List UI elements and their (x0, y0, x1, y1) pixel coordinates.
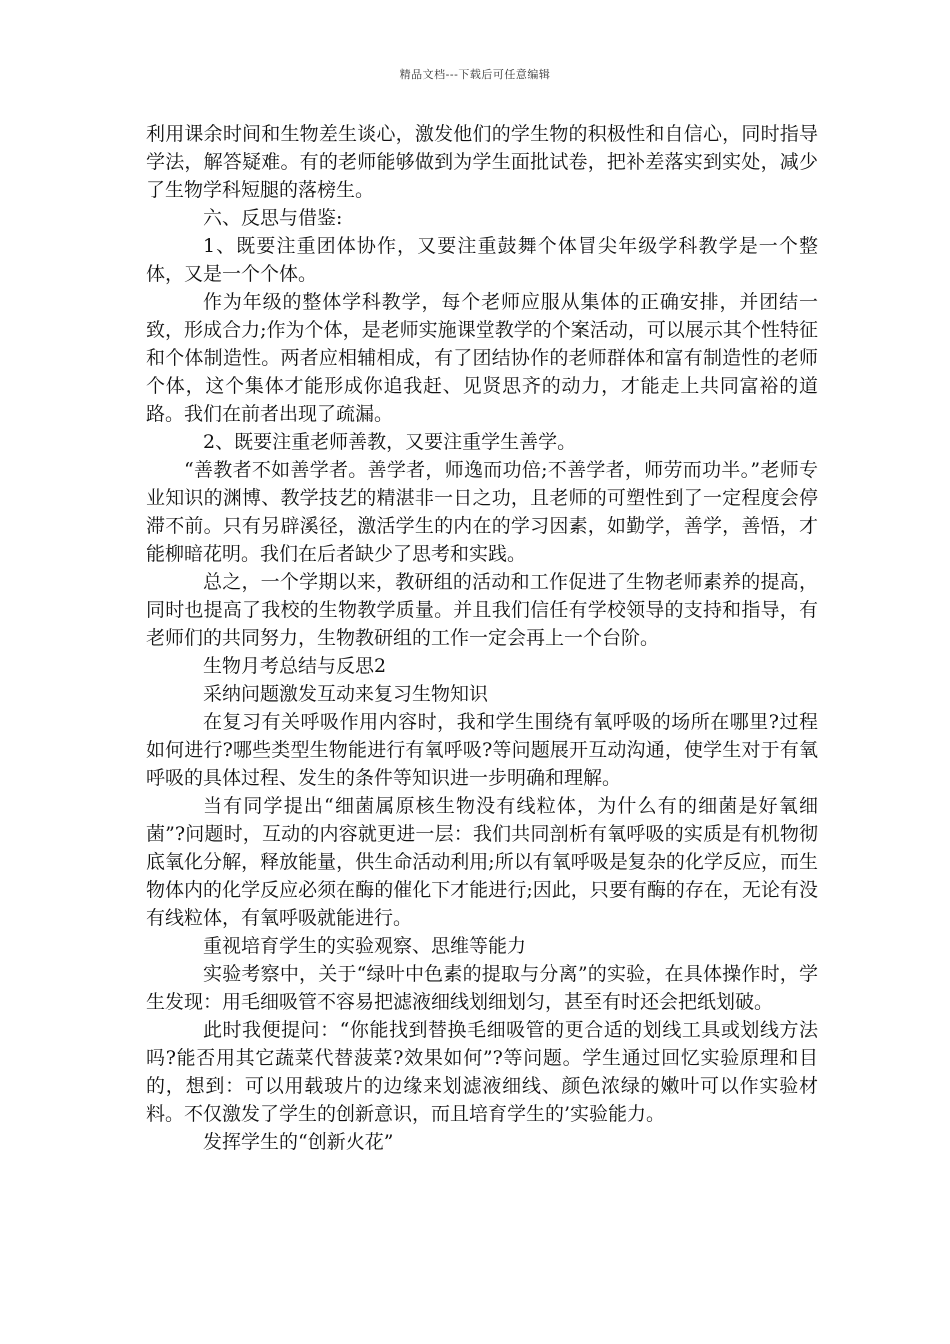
paragraph: 利用课余时间和生物差生谈心，激发他们的学生物的积极性和自信心，同时指导学法，解答疑难。有的老师能够做到为学生面批试卷，把补差落实到实处，减少了生物学科短腿的落榜生。 (146, 123, 818, 201)
paragraph: 此时我便提问：“你能找到替换毛细吸管的更合适的划线工具或划线方法吗?能否用其它蔬菜代替菠菜?效果如何”?等问题。学生通过回忆实验原理和目的，想到：可以用载玻片的边缘来划滤液细线、颜色浓绿的嫩叶可以作实验材料。不仅激发了学生的创新意识，而且培育学生的’实验能力。 (146, 1019, 818, 1125)
section-heading: 六、反思与借鉴: (203, 207, 343, 229)
section-heading: 重视培育学生的实验观察、思维等能力 (203, 935, 527, 957)
section-title: 生物月考总结与反思2 (203, 655, 387, 677)
section-heading: 采纳问题激发互动来复习生物知识 (203, 683, 489, 705)
paragraph: 总之，一个学期以来，教研组的活动和工作促进了生物老师素养的提高，同时也提高了我校的生物教学质量。并且我们信任有学校领导的支持和指导，有老师们的共同努力，生物教研组的工作一定会再上一个台阶。 (146, 571, 818, 649)
document-body (146, 120, 818, 1156)
paragraph: 1、既要注重团体协作，又要注重鼓舞个体冒尖年级学科教学是一个整体，又是一个个体。 (146, 235, 818, 285)
section-heading: 发挥学生的“创新火花” (203, 1131, 394, 1153)
paragraph: “善教者不如善学者。善学者，师逸而功倍;不善学者，师劳而功半。”老师专业知识的渊博、教学技艺的精湛非一日之功，且老师的可塑性到了一定程度会停滞不前。只有另辟溪径，激活学生的内在的学习因素，如勤学，善学，善悟，才能柳暗花明。我们在后者缺少了思考和实践。 (146, 459, 818, 565)
paragraph: 在复习有关呼吸作用内容时，我和学生围绕有氧呼吸的场所在哪里?过程如何进行?哪些类型生物能进行有氧呼吸?等问题展开互动沟通，使学生对于有氧呼吸的具体过程、发生的条件等知识进一步明确和理解。 (146, 711, 818, 789)
paragraph: 当有同学提出“细菌属原核生物没有线粒体，为什么有的细菌是好氧细菌”?问题时，互动的内容就更进一层：我们共同剖析有氧呼吸的实质是有机物彻底氧化分解，释放能量，供生命活动利用;所以有氧呼吸是复杂的化学反应，而生物体内的化学反应必须在酶的催化下才能进行;因此，只要有酶的存在，无论有没有线粒体，有氧呼吸就能进行。 (146, 795, 818, 929)
paragraph: 实验考察中，关于“绿叶中色素的提取与分离”的实验，在具体操作时，学生发现：用毛细吸管不容易把滤液细线划细划匀，甚至有时还会把纸划破。 (146, 963, 818, 1013)
paragraph: 作为年级的整体学科教学，每个老师应服从集体的正确安排，并团结一致，形成合力;作为个体，是老师实施课堂教学的个案活动，可以展示其个性特征和个体制造性。两者应相辅相成，有了团结协作的老师群体和富有制造性的老师个体，这个集体才能形成你追我赶、见贤思齐的动力，才能走上共同富裕的道路。我们在前者出现了疏漏。 (146, 291, 818, 425)
page-header: 精品文档---下载后可任意编辑 (399, 68, 551, 81)
paragraph: 2、既要注重老师善教，又要注重学生善学。 (203, 431, 577, 453)
